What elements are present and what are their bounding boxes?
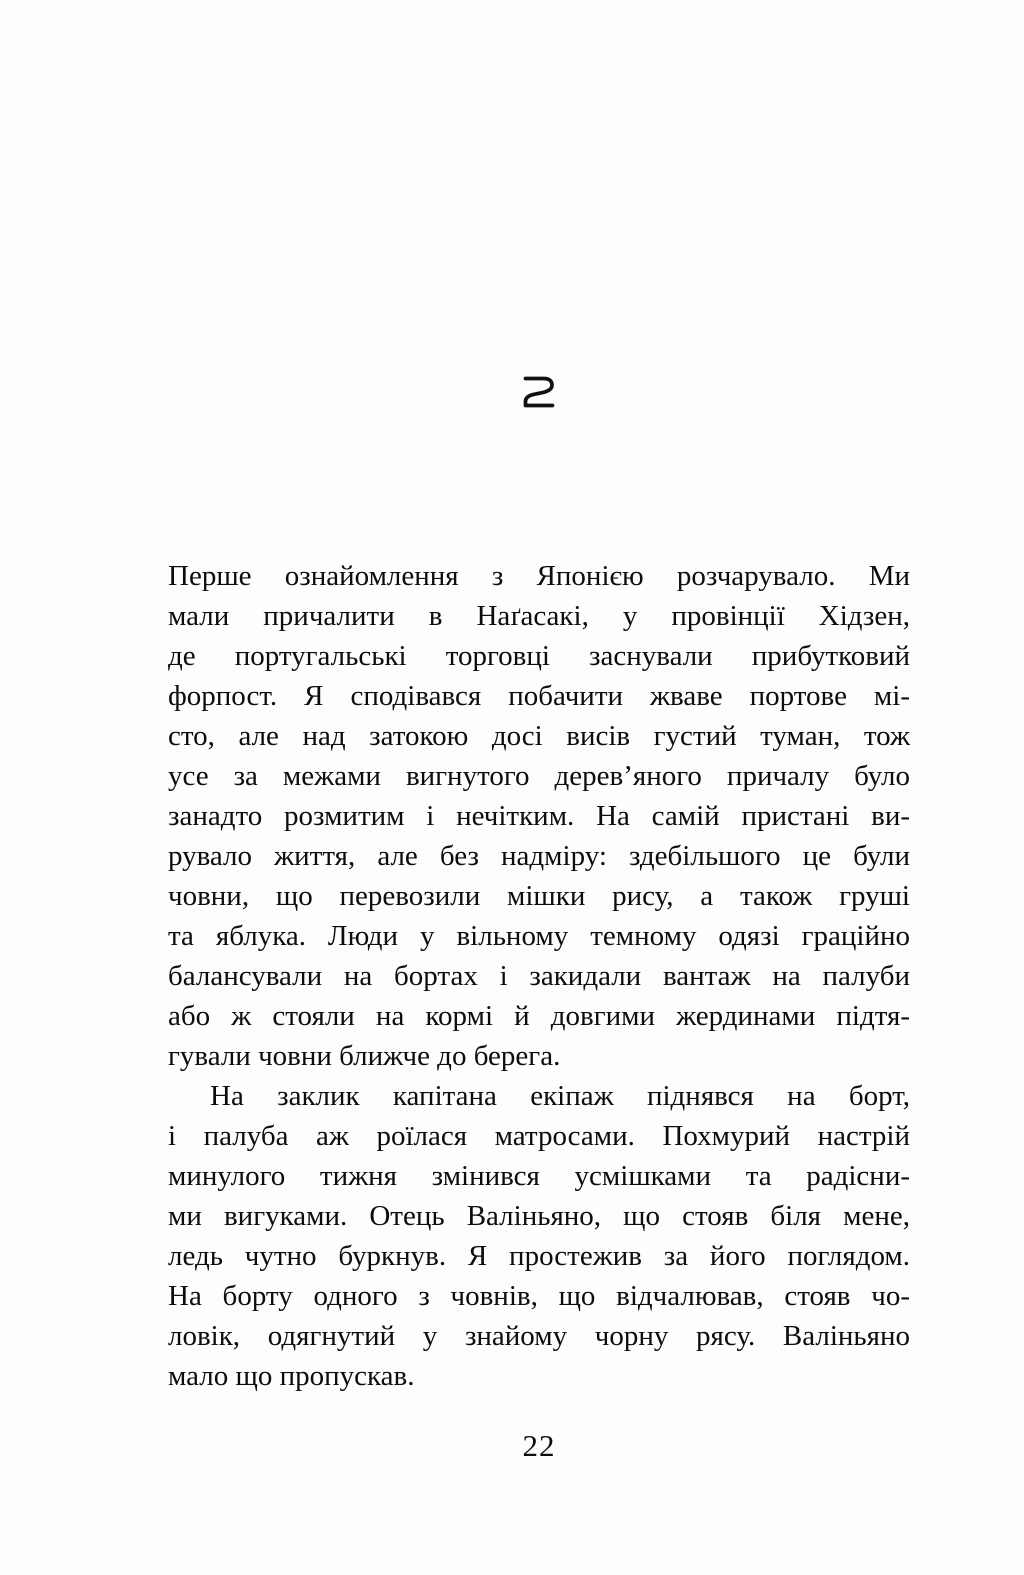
text-line: ми вигуками. Отець Валіньяно, що стояв біля мене, [168,1200,910,1232]
text-line: човни, що перевозили мішки рису, а також груші [168,880,910,912]
text-line: або ж стояли на кормі й довгими жердинами підтя- [168,1000,910,1032]
text-line: На заклик капітана екіпаж піднявся на борт, [210,1080,910,1112]
chapter-number-glyph [521,374,557,410]
text-line: рувало життя, але без надміру: здебільшого це були [168,840,910,872]
paragraph-2 [168,1076,910,1396]
text-line: занадто розмитим і нечітким. На самій пристані ви- [168,800,910,832]
text-line: На борту одного з човнів, що відчалював, стояв чо- [168,1280,910,1312]
text-line: гували човни ближче до берега. [168,1040,561,1072]
body-text [168,556,910,1396]
text-line: і палуба аж роїлася матросами. Похмурий настрій [168,1120,910,1152]
paragraph-1 [168,556,910,1076]
page-number: 22 [522,1428,556,1463]
text-line: балансували на бортах і закидали вантаж на палуби [168,960,910,992]
text-line: усе за межами вигнутого дерев’яного причалу було [168,760,910,792]
text-line: ледь чутно буркнув. Я простежив за його поглядом. [168,1240,910,1272]
text-line: мали причалити в Наґасакі, у провінції Хідзен, [168,600,910,632]
text-line: сто, але над затокою досі висів густий туман, тож [168,720,910,752]
text-line: де португальські торговці заснували прибутковий [168,640,910,672]
text-line: минулого тижня змінився усмішками та радісни- [168,1160,910,1192]
text-line: та яблука. Люди у вільному темному одязі граційно [168,920,910,952]
text-line: ловік, одягнутий у знайому чорну рясу. Валіньяно [168,1320,910,1352]
chapter-heading [168,374,910,410]
text-line: мало що пропускав. [168,1360,415,1392]
text-line: Перше ознайомлення з Японією розчарувало. Ми [168,560,910,592]
text-line: форпост. Я сподівався побачити жваве портове мі- [168,680,910,712]
